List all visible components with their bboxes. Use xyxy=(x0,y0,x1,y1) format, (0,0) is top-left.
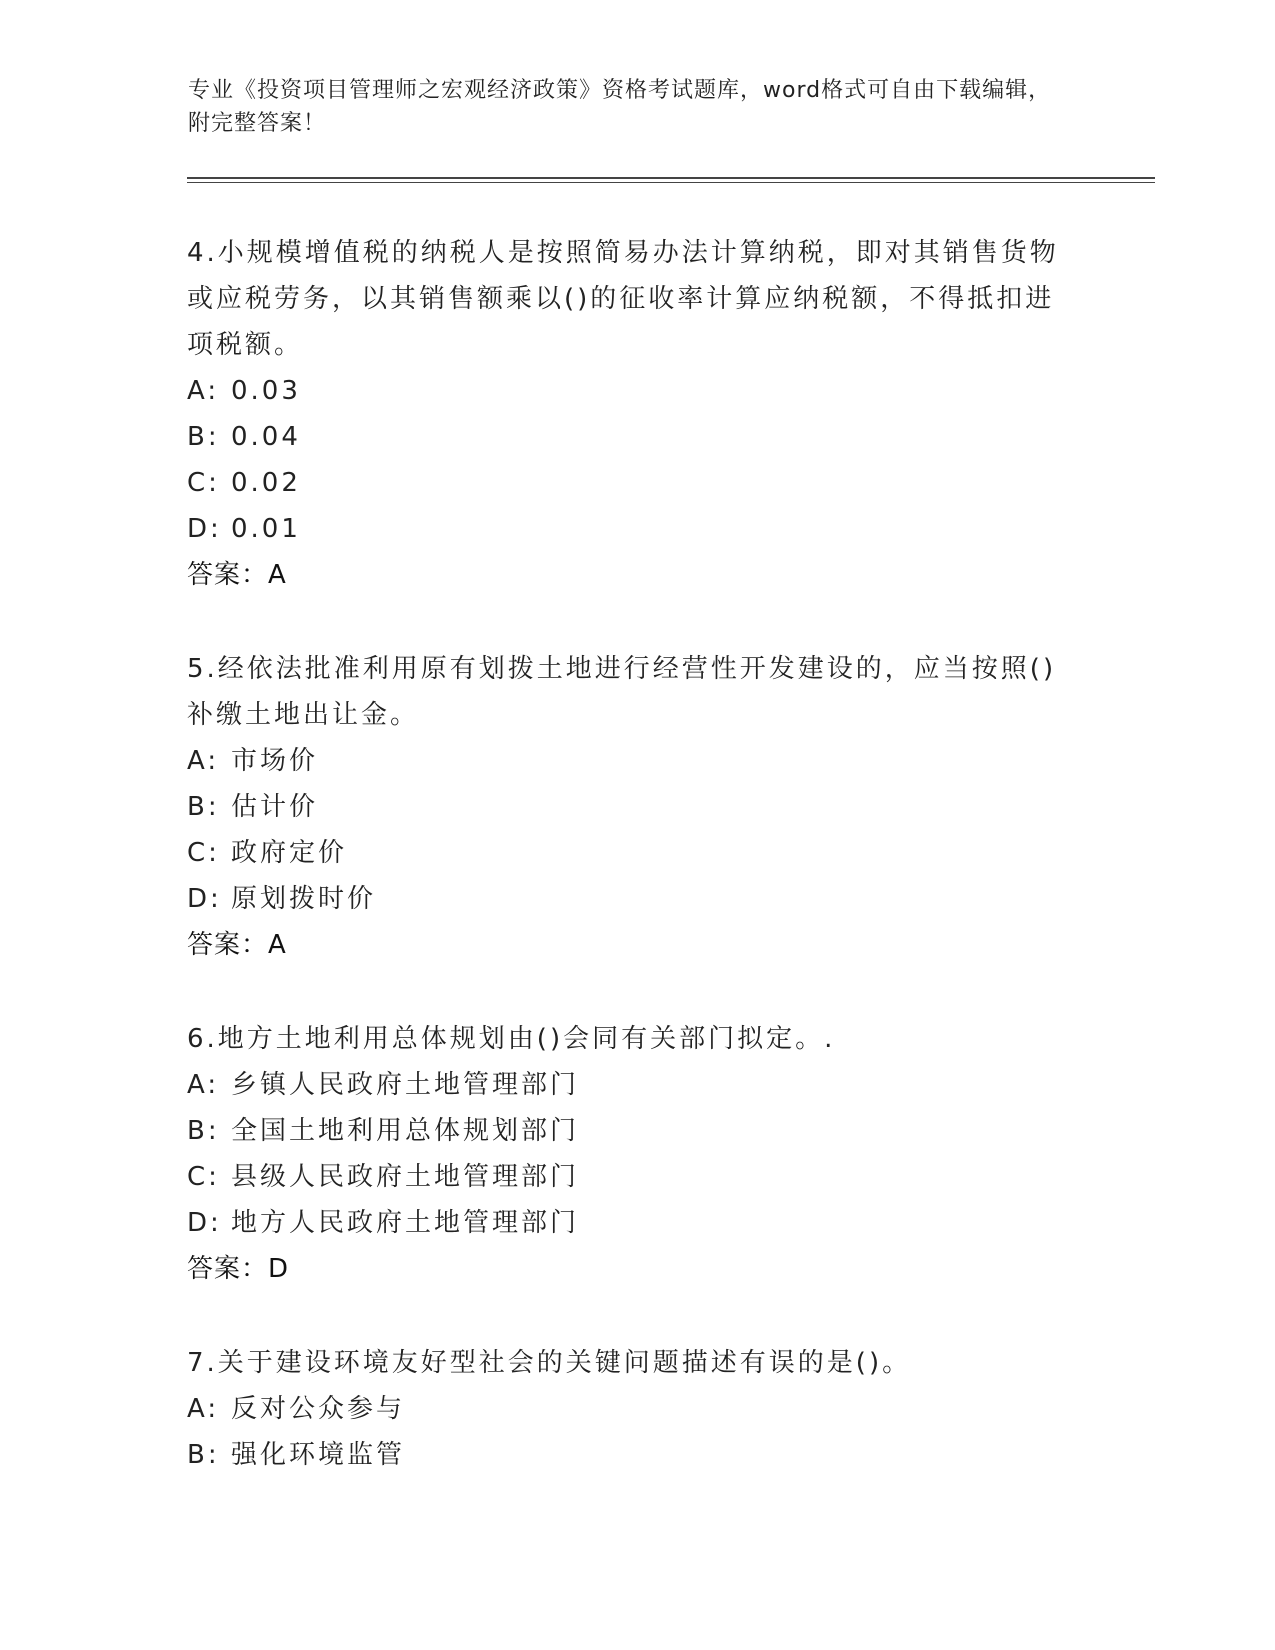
option-c xyxy=(187,830,1067,876)
question-7 xyxy=(187,1340,1067,1478)
option-text: 0.01 xyxy=(231,514,301,544)
option-a xyxy=(187,1386,1067,1432)
option-key: D: xyxy=(187,884,222,914)
option-text: 市场价 xyxy=(231,746,319,776)
option-key: B: xyxy=(187,1116,220,1146)
question-6 xyxy=(187,1016,1067,1292)
option-key: C: xyxy=(187,1162,220,1192)
option-key: A: xyxy=(187,1394,220,1424)
option-text: 0.04 xyxy=(231,422,301,452)
option-a xyxy=(187,738,1067,784)
question-stem: 4.小规模增值税的纳税人是按照简易办法计算纳税，即对其销售货物或应税劳务，以其销售额乘以()的征收率计算应纳税额，不得抵扣进项税额。 xyxy=(187,238,1059,360)
question-list xyxy=(187,230,1067,1526)
option-key: B: xyxy=(187,422,220,452)
option-text: 0.03 xyxy=(231,376,301,406)
question-4 xyxy=(187,230,1067,598)
option-b xyxy=(187,784,1067,830)
option-c xyxy=(187,1154,1067,1200)
question-stem: 5.经依法批准利用原有划拨土地进行经营性开发建设的，应当按照()补缴土地出让金。 xyxy=(187,654,1057,730)
option-text: 反对公众参与 xyxy=(231,1394,406,1424)
question-stem: 7.关于建设环境友好型社会的关键问题描述有误的是()。 xyxy=(187,1348,912,1378)
option-d xyxy=(187,876,1067,922)
option-text: 乡镇人民政府土地管理部门 xyxy=(231,1070,580,1100)
option-key: D: xyxy=(187,514,222,544)
question-5 xyxy=(187,646,1067,968)
question-stem: 6.地方土地利用总体规划由()会同有关部门拟定。. xyxy=(187,1024,836,1054)
option-a xyxy=(187,1062,1067,1108)
option-d xyxy=(187,506,1067,552)
option-key: D: xyxy=(187,1208,222,1238)
option-text: 县级人民政府土地管理部门 xyxy=(231,1162,580,1192)
option-key: A: xyxy=(187,746,220,776)
option-text: 估计价 xyxy=(231,792,319,822)
option-key: C: xyxy=(187,838,220,868)
option-c xyxy=(187,460,1067,506)
answer-line: 答案：A xyxy=(187,930,287,960)
answer-line: 答案：D xyxy=(187,1254,290,1284)
option-text: 强化环境监管 xyxy=(231,1440,406,1470)
option-key: B: xyxy=(187,1440,220,1470)
option-text: 原划拨时价 xyxy=(231,884,377,914)
option-a xyxy=(187,368,1067,414)
option-b xyxy=(187,1432,1067,1478)
option-key: A: xyxy=(187,376,220,406)
header-divider xyxy=(187,177,1155,183)
option-b xyxy=(187,414,1067,460)
option-d xyxy=(187,1200,1067,1246)
option-text: 全国土地利用总体规划部门 xyxy=(231,1116,580,1146)
option-text: 0.02 xyxy=(231,468,301,498)
option-b xyxy=(187,1108,1067,1154)
option-key: C: xyxy=(187,468,220,498)
option-text: 地方人民政府土地管理部门 xyxy=(231,1208,580,1238)
option-key: B: xyxy=(187,792,220,822)
option-text: 政府定价 xyxy=(231,838,348,868)
document-header: 专业《投资项目管理师之宏观经济政策》资格考试题库，word格式可自由下载编辑，附完整答案！ xyxy=(188,78,1052,136)
option-key: A: xyxy=(187,1070,220,1100)
answer-line: 答案：A xyxy=(187,560,287,590)
